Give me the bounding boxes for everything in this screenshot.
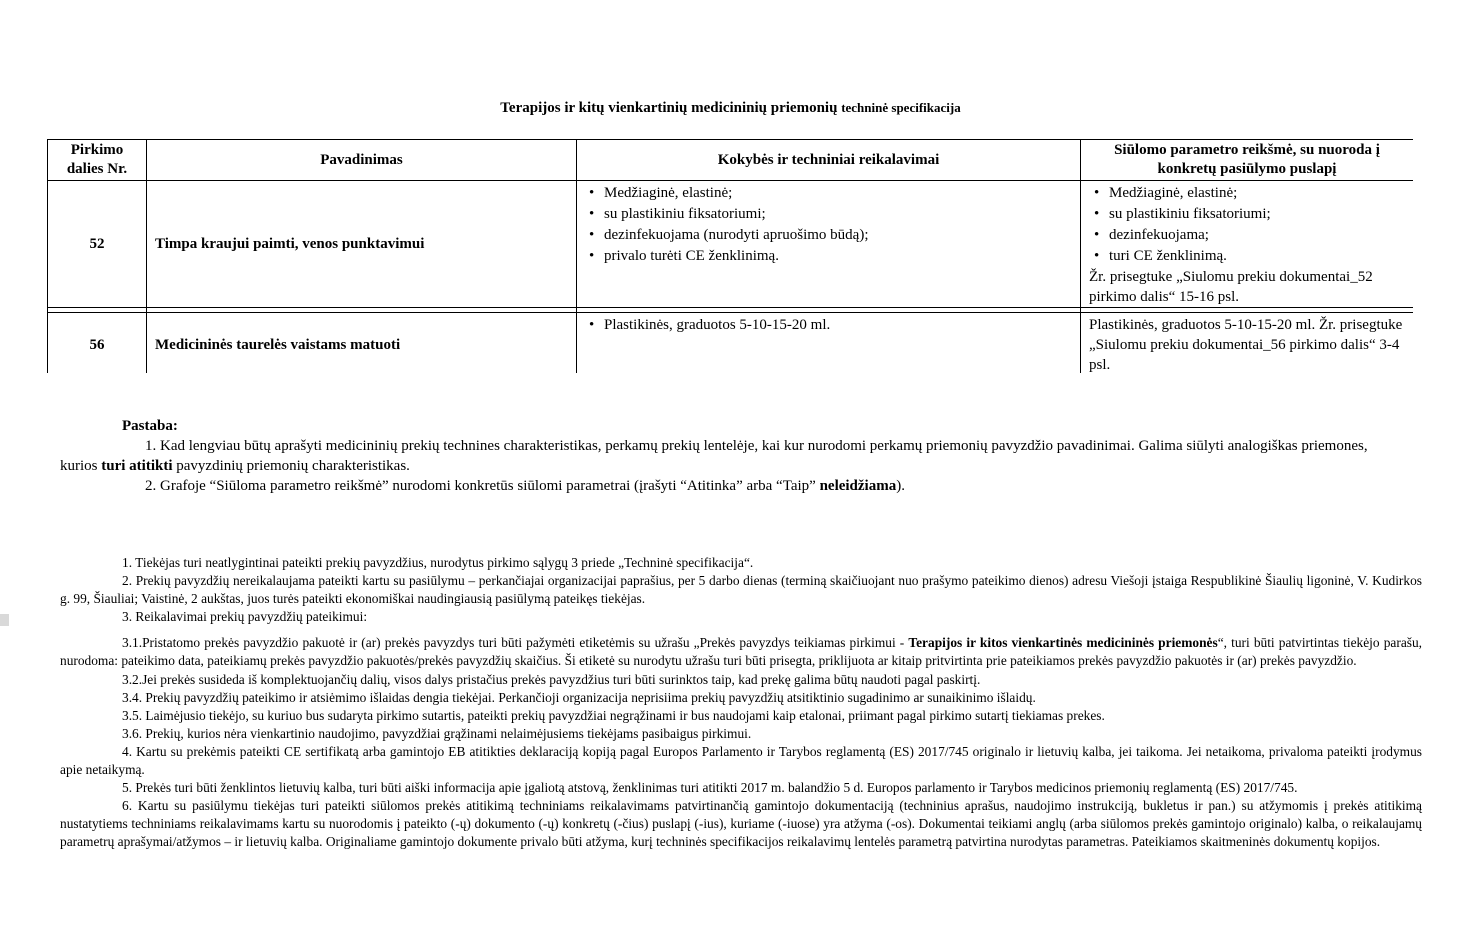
offer-item: • su plastikiniu fiksatoriumi; xyxy=(1109,204,1405,225)
title-main: Terapijos ir kitų vienkartinių medicininių priemonių xyxy=(500,100,838,116)
header-offered-value: Siūlomo parametro reikšmė, su nuoroda į konkretų pasiūlymo puslapį xyxy=(1081,140,1414,181)
requirement-item: • dezinfekuojama (nurodyti apruošimo būdą); xyxy=(604,225,1079,246)
note-block xyxy=(60,416,1390,496)
table-row xyxy=(48,181,1414,308)
requirement-item: • privalo turėti CE ženklinimą. xyxy=(604,246,1079,267)
offer-item: • dezinfekuojama; xyxy=(1109,225,1405,246)
offer-reference: Žr. prisegtuke „Siulomu prekiu dokumentai_52 pirkimo dalis“ 15-16 psl. xyxy=(1089,269,1373,305)
condition-item: 6. Kartu su pasiūlymu tiekėjas turi pateikti siūlomos prekės atitikimą techniniams reikalavimams patvirtinančią gamintojo dokumentaciją (techninius aprašus, naudojimo instrukciją, bukletus ir pan.) su atžymomis į prekės atitikimą nustatytiems techniniams reikalavimams kartu su nuorodomis į pateikto (-ų) dokumento (-ų) konkretų (-čius) puslapį (-ius), kuriame (-iuose) yra atžyma (-os). Dokumentai teikiami anglų (arba siūlomos prekės gamintojo originalo) kalba, o reikalaujamų parametrų aprašymai/atžymos – ir lietuvių kalba. Originaliame gamintojo dokumente privalo būti atžyma, kurį techninės specifikacijos reikalavimų lentelės parametrą patvirtina nurodytas parametras. Pateikiamos skaitmeninės dokumentų kopijos. xyxy=(60,798,1422,850)
row-offer xyxy=(1081,181,1414,308)
condition-item: 4. Kartu su prekėmis pateikti CE sertifikatą arba gamintojo EB atitikties deklaraciją kopiją pagal Europos Parlamento ir Tarybos reglamentą (ES) 2017/745 originalo ir lietuvių kalba, jei taikoma. Jei netaikoma, privaloma pateikti įrodymus apie netaikymą. xyxy=(60,743,1422,778)
header-requirements: Kokybės ir techniniai reikalavimai xyxy=(577,140,1081,181)
note-item-1: 1. Kad lengviau būtų aprašyti medicininių prekių technines charakteristikas, perkamų prekių lentelėje, kai kur nurodomi perkamų priemonių pavyzdžio pavadinimai. Galima siūlyti analogiškas priemones, kurios turi atitikti pavyzdinių priemonių charakteristikas. xyxy=(60,438,1368,474)
document-title xyxy=(0,100,1461,117)
offer-item: • Medžiaginė, elastinė; xyxy=(1109,183,1405,204)
condition-item: 3.6. Prekių, kurios nėra vienkartinio naudojimo, pavyzdžiai grąžinami nelaimėjusiems tiekėjams pasibaigus pirkimui. xyxy=(122,725,752,741)
sample-conditions xyxy=(60,554,1422,852)
offer-item: • turi CE ženklinimą. xyxy=(1109,246,1405,267)
row-number: 52 xyxy=(48,181,147,308)
header-part-number: Pirkimo dalies Nr. xyxy=(48,140,147,181)
note-item-2: 2. Grafoje “Siūloma parametro reikšmė” nurodomi konkretūs siūlomi parametrai (įrašyti “Atitinka” arba “Taip” neleidžiama). xyxy=(145,478,905,494)
table-row xyxy=(48,313,1414,374)
note-heading: Pastaba: xyxy=(122,418,178,434)
condition-item: 3.2.Jei prekės susideda iš komplektuojančių dalių, visos dalys pristačius prekės pavyzdžius turi būti surinktos taip, kad prekę galima būtų naudoti pagal paskirtį. xyxy=(122,671,981,687)
row-name: Medicininės taurelės vaistams matuoti xyxy=(147,313,577,374)
header-name: Pavadinimas xyxy=(147,140,577,181)
specification-table xyxy=(47,139,1413,373)
requirement-item: • Plastikinės, graduotos 5-10-15-20 ml. xyxy=(604,315,1079,336)
row-requirements xyxy=(577,313,1081,374)
condition-item: 1. Tiekėjas turi neatlygintinai pateikti prekių pavyzdžius, nurodytus pirkimo sąlygų 3 priede „Techninė specifikacija“. xyxy=(122,555,754,570)
condition-item: 3.4. Prekių pavyzdžių pateikimo ir atsiėmimo išlaidas dengia tiekėjai. Perkančioji organizacija neprisiima prekių pavyzdžių atsitiktinio sugadinimo ar sunaikinimo išlaidų. xyxy=(122,689,1036,705)
requirement-item: • su plastikiniu fiksatoriumi; xyxy=(604,204,1079,225)
row-name: Timpa kraujui paimti, venos punktavimui xyxy=(147,181,577,308)
table-header-row xyxy=(48,140,1414,181)
title-sub: techninė specifikacija xyxy=(841,100,961,115)
condition-item: 3.1.Pristatomo prekės pavyzdžio pakuotė ir (ar) prekės pavyzdys turi būti pažymėti etiketėmis su užrašu „Prekės pavyzdys teikiamas pirkimui - Terapijos ir kitos vienkartinės medicininės priemonės“, turi būti patvirtintas tiekėjo parašu, nurodoma: pateikimo data, pateikiamų prekės pavyzdžio pakuotės/prekės pavyzdžių skaičius. Ši etiketė su nurodytu užrašu turi būti prisegta, priklijuota ar kitaip pritvirtinta prie pateikiamos prekės pavyzdžio pakuotės ir (ar) prekės pavyzdžio. xyxy=(60,635,1423,669)
condition-item: 3. Reikalavimai prekių pavyzdžių pateikimui: xyxy=(122,609,368,625)
condition-item: 3.5. Laimėjusio tiekėjo, su kuriuo bus sudaryta pirkimo sutartis, pateikti prekių pavyzdžiai negrąžinami ir bus naudojami kaip etalonai, priimant pagal pirkimo sutartį tiekiamas prekes. xyxy=(122,707,1105,723)
margin-marker xyxy=(0,614,9,626)
row-offer: Plastikinės, graduotos 5-10-15-20 ml. Žr. prisegtuke „Siulomu prekiu dokumentai_56 pirkimo dalis“ 3-4 psl. xyxy=(1081,313,1414,374)
specification-table-wrapper xyxy=(47,139,1413,373)
row-requirements xyxy=(577,181,1081,308)
requirement-item: • Medžiaginė, elastinė; xyxy=(604,183,1079,204)
condition-item: 2. Prekių pavyzdžių nereikalaujama pateikti kartu su pasiūlymu – perkančiajai organizacijai paprašius, per 5 darbo dienas (terminą skaičiuojant nuo prašymo pateikimo dienos) adresu Viešoji įstaiga Respublikinė Šiaulių ligoninė, V. Kudirkos g. 99, Šiauliai; Vaistinė, 2 aukštas, juos turės pateikti ekonomiškai naudingiausią pasiūlymą pateikęs tiekėjas. xyxy=(60,573,1422,607)
row-number: 56 xyxy=(48,313,147,374)
condition-item: 5. Prekės turi būti ženklintos lietuvių kalba, turi būti aiški informacija apie įgaliotą atstovą, ženklinimas turi atitikti 2017 m. balandžio 5 d. Europos parlamento ir Tarybos medicinos priemonių reglamentą (ES) 2017/745. xyxy=(122,780,1298,796)
